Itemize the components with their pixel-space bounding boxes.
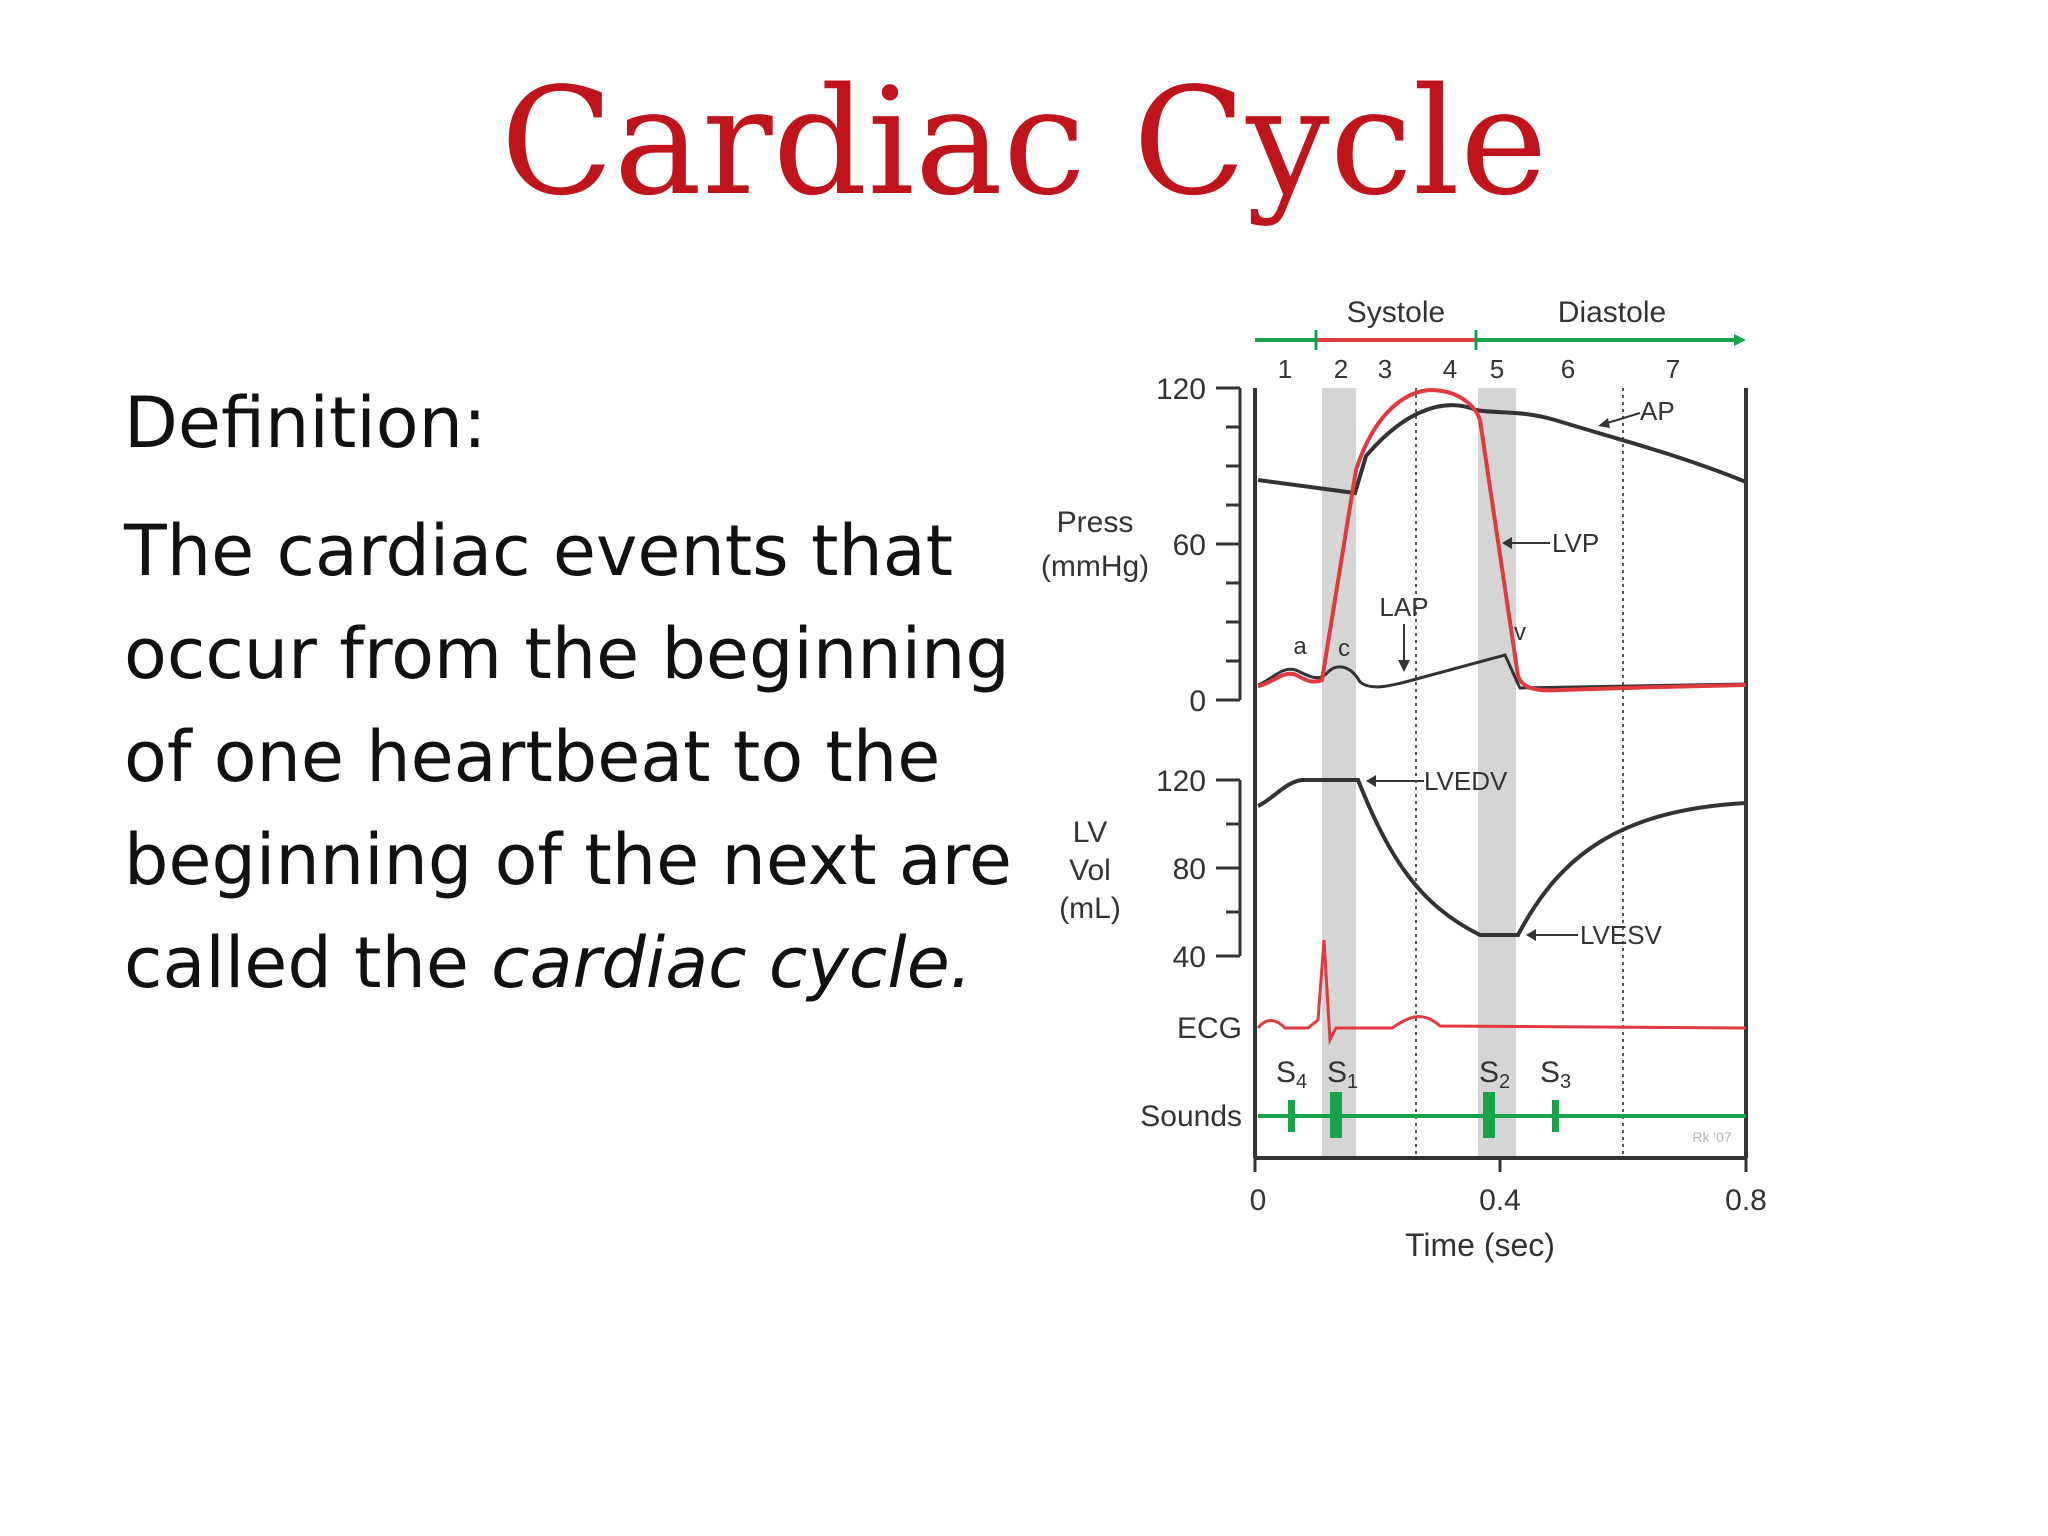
lvesv-label: LVESV: [1580, 920, 1662, 950]
definition-line-3: of one heartbeat to the: [124, 716, 941, 798]
lvedv-label: LVEDV: [1424, 766, 1508, 796]
definition-line-5-text: called the: [124, 922, 492, 1004]
ap-arrowhead: [1598, 418, 1610, 428]
systole-label: Systole: [1346, 296, 1446, 329]
s1-sound-mark: [1330, 1092, 1342, 1138]
time-axis-ticks: [1255, 1158, 1746, 1172]
ap-label: AP: [1640, 396, 1675, 426]
phase-number-6: 6: [1560, 354, 1576, 384]
phase-number-2: 2: [1333, 354, 1349, 384]
phase-number-5: 5: [1489, 354, 1505, 384]
pressure-tick-0: 0: [1189, 685, 1206, 718]
volume-axis-ticks: [1216, 780, 1240, 956]
sounds-label: Sounds: [1140, 1100, 1242, 1133]
s3-label: $S_3$: [1540, 1056, 1572, 1093]
volume-tick-40: 40: [1172, 941, 1206, 974]
volume-tick-80: 80: [1172, 853, 1206, 886]
s1-label: $S_1$: [1327, 1056, 1359, 1093]
s4-label: $S_4$: [1276, 1056, 1308, 1093]
phase-number-4: 4: [1442, 354, 1458, 384]
definition-line-1: The cardiac events that: [124, 510, 954, 592]
credit-label: Rk '07: [1692, 1129, 1732, 1145]
s2-label: $S_2$: [1479, 1056, 1511, 1093]
volume-axis-label-1: LV: [1072, 816, 1108, 849]
v-wave-label: v: [1514, 619, 1526, 646]
volume-axis-label-3: (mL): [1059, 892, 1121, 925]
s4-sound-mark: [1288, 1100, 1295, 1132]
s3-sound-mark: [1552, 1100, 1559, 1132]
definition-line-2: occur from the beginning: [124, 613, 1010, 695]
pressure-axis-label-1: Press: [1056, 506, 1134, 539]
lvp-label: LVP: [1552, 528, 1600, 558]
definition-line-4: beginning of the next are: [124, 819, 1012, 901]
lap-arrowhead: [1398, 660, 1410, 672]
ecg-label: ECG: [1176, 1012, 1242, 1045]
definition-emphasis: cardiac cycle.: [491, 922, 973, 1004]
pressure-tick-120: 120: [1155, 373, 1206, 406]
lvedv-arrowhead: [1366, 775, 1376, 787]
time-axis-label: Time (sec): [1405, 1227, 1555, 1263]
slide-title: Cardiac Cycle: [500, 56, 1548, 228]
diastole-label: Diastole: [1557, 296, 1667, 329]
pressure-axis-label-2: (mmHg): [1040, 550, 1150, 583]
time-tick-0: 0: [1249, 1184, 1267, 1217]
diastole-arrowhead: [1734, 334, 1746, 346]
pressure-axis-ticks: [1216, 388, 1240, 700]
lvesv-arrowhead: [1526, 929, 1536, 941]
time-tick-0-8: 0.8: [1725, 1184, 1767, 1217]
phase-number-1: 1: [1277, 354, 1293, 384]
definition-label: Definition:: [124, 382, 487, 464]
lap-label: LAP: [1379, 592, 1429, 622]
ap-arrow: [1604, 413, 1640, 424]
pressure-tick-60: 60: [1172, 529, 1206, 562]
phase-number-3: 3: [1377, 354, 1393, 384]
c-wave-label: c: [1338, 635, 1350, 662]
phase-number-7: 7: [1665, 354, 1681, 384]
a-wave-label: a: [1293, 633, 1307, 660]
s2-sound-mark: [1483, 1092, 1495, 1138]
volume-axis-label-2: Vol: [1069, 854, 1111, 887]
time-tick-0-4: 0.4: [1479, 1184, 1521, 1217]
volume-tick-120: 120: [1155, 765, 1206, 798]
